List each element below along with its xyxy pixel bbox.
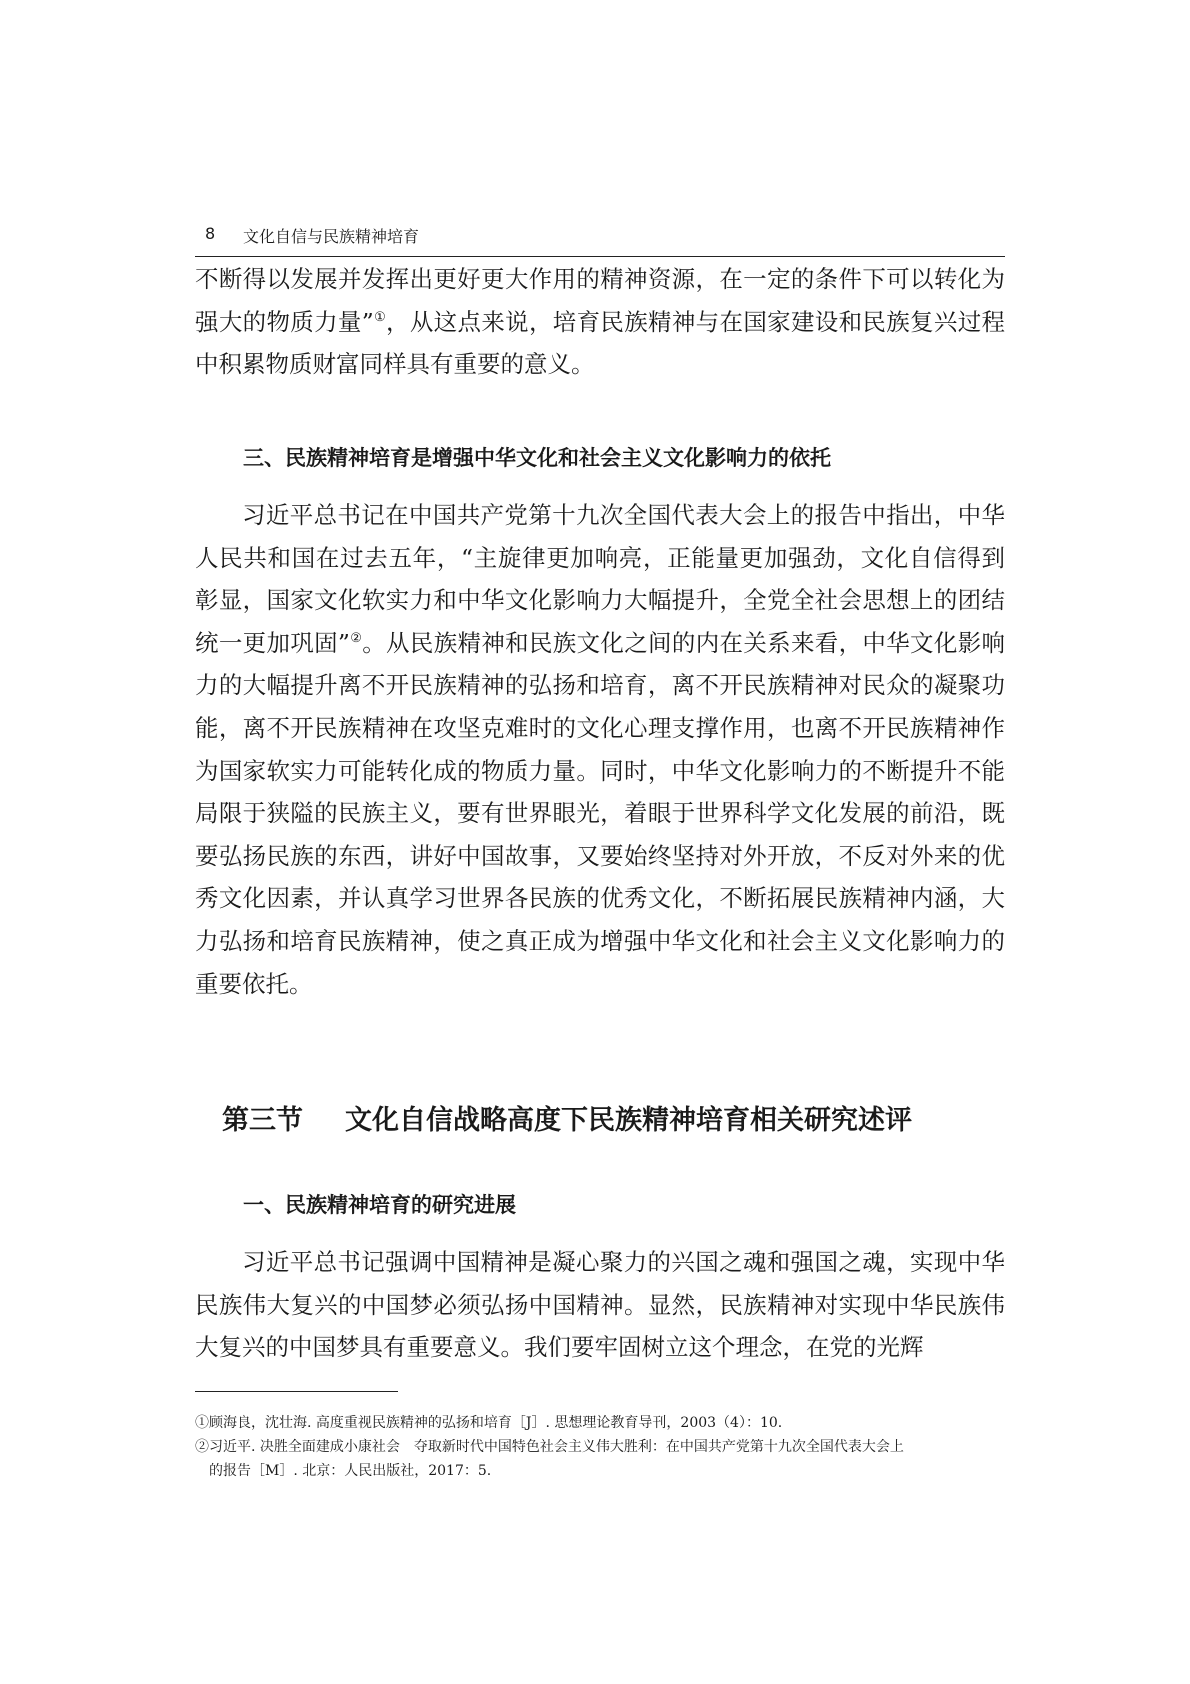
section-label: 第三节 — [222, 1105, 303, 1136]
footnote-ref-2[interactable]: ② — [349, 630, 363, 646]
paragraph-text: 习近平总书记在中国共产党第十九次全国代表大会上的报告中指出，中华人民共和国在过去五年，“主旋律更加响亮，正能量更加强劲，文化自信得到彰显，国家文化软实力和中华文化影响力大幅提升，全党全社会思想上的团结统一更加巩固” — [195, 501, 1005, 657]
page-number: 8 — [205, 224, 216, 243]
subheading-one: 一、民族精神培育的研究进展 — [243, 1193, 516, 1217]
paragraph-text: 习近平总书记强调中国精神是凝心聚力的兴国之魂和强国之魂，实现中华民族伟大复兴的中国梦必须弘扬中国精神。显然，民族精神对实现中华民族伟大复兴的中国梦具有重要意义。我们要牢固树立这个理念，在党的光辉 — [195, 1248, 1005, 1362]
paragraph-last — [195, 1241, 1005, 1369]
paragraph-continued — [195, 258, 1005, 386]
running-header — [195, 220, 1005, 257]
running-title: 文化自信与民族精神培育 — [243, 227, 420, 246]
section-heading — [222, 1098, 912, 1137]
paragraph-text: ，从这点来说，培育民族精神与在国家建设和民族复兴过程中积累物质财富同样具有重要的意义。 — [195, 307, 1006, 379]
footnote-divider — [195, 1391, 398, 1392]
footnotes — [195, 1411, 1005, 1483]
section-title: 文化自信战略高度下民族精神培育相关研究述评 — [345, 1105, 912, 1136]
paragraph-main — [195, 494, 1005, 1005]
paragraph-text: 不断得以发展并发挥出更好更大作用的精神资源，在一定的条件下可以转化为强大的物质力量” — [195, 265, 1005, 336]
footnote-2: ②习近平. 决胜全面建成小康社会 夺取新时代中国特色社会主义伟大胜利：在中国共产党第十九次全国代表大会上 — [195, 1439, 904, 1455]
footnote-2-continued: 的报告［M］. 北京：人民出版社，2017：5. — [209, 1463, 492, 1479]
footnote-ref-1[interactable]: ① — [373, 309, 387, 325]
paragraph-text: 。从民族精神和民族文化之间的内在关系来看，中华文化影响力的大幅提升离不开民族精神的弘扬和培育，离不开民族精神对民众的凝聚功能，离不开民族精神在攻坚克难时的文化心理支撑作用，也离不开民族精神作为国家软实力可能转化成的物质力量。同时，中华文化影响力的不断提升不能局限于狭隘的民族主义，要有世界眼光，着眼于世界科学文化发展的前沿，既要弘扬民族的东西，讲好中国故事，又要始终坚持对外开放，不反对外来的优秀文化因素，并认真学习世界各民族的优秀文化，不断拓展民族精神内涵，大力弘扬和培育民族精神，使之真正成为增强中华文化和社会主义文化影响力的重要依托。 — [195, 628, 1006, 998]
footnote-1: ①顾海良，沈壮海. 高度重视民族精神的弘扬和培育［J］. 思想理论教育导刊，2003（4）：10. — [195, 1415, 783, 1431]
subheading-three: 三、民族精神培育是增强中华文化和社会主义文化影响力的依托 — [243, 446, 831, 470]
